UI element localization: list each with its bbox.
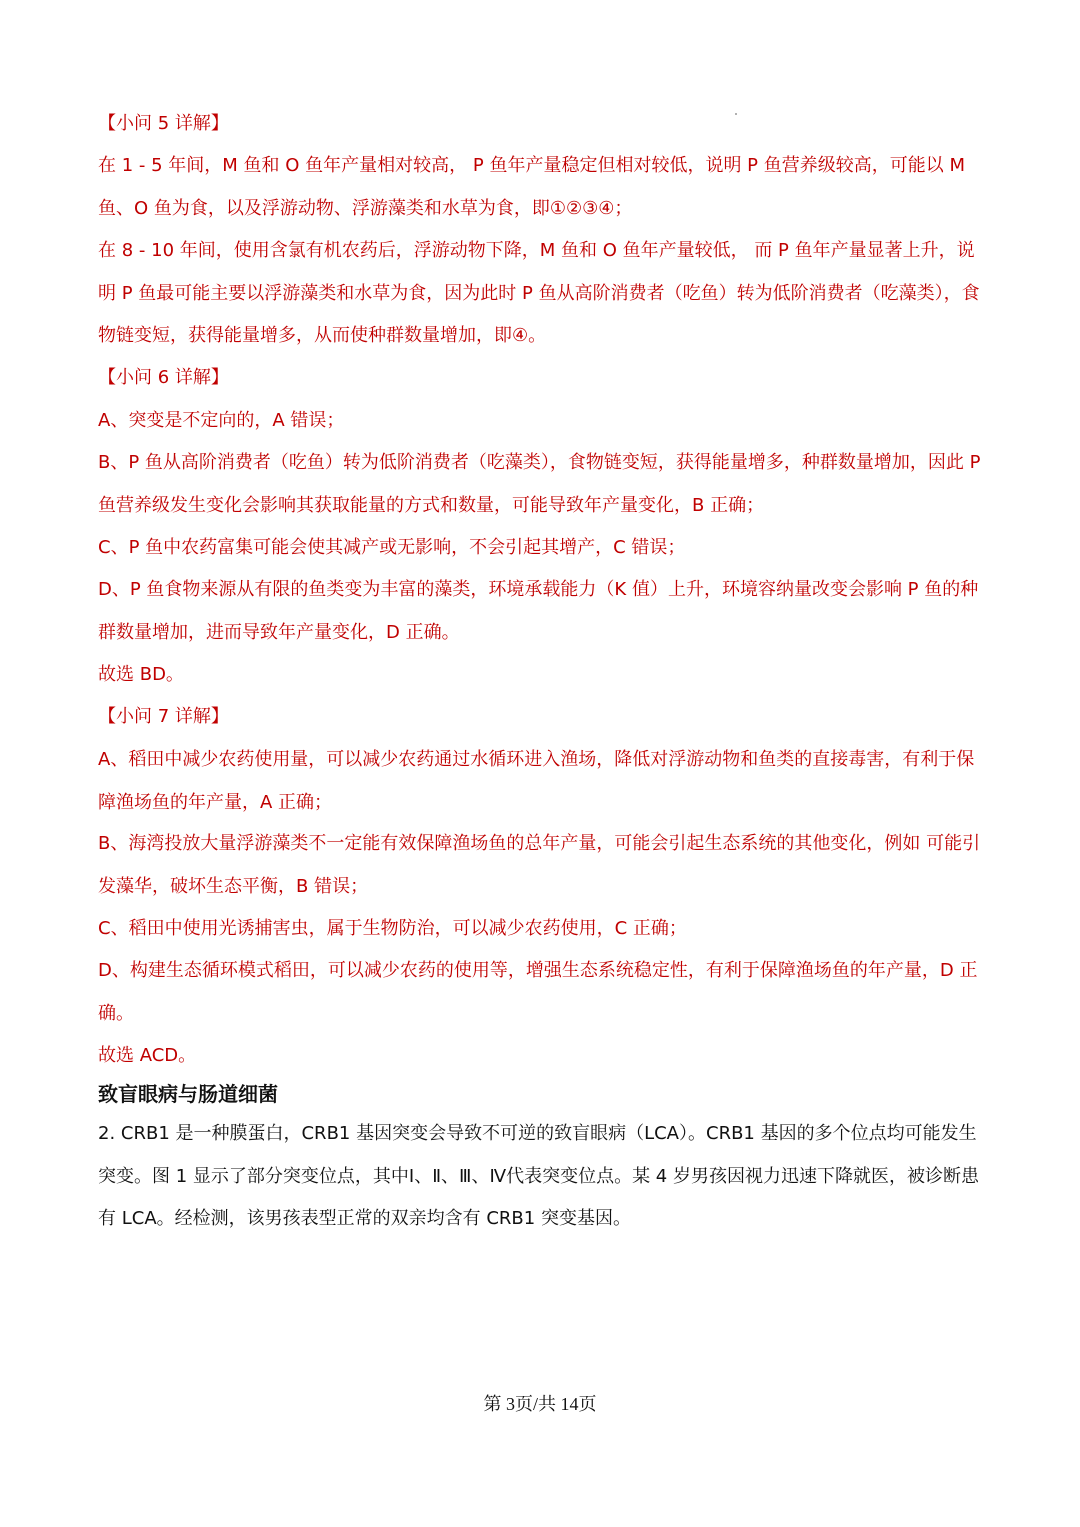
q7-option-d: D、构建生态循环模式稻田，可以减少农药的使用等，增强生态系统稳定性，有利于保障渔场鱼的年产量，D 正确。 xyxy=(98,960,978,1024)
q7-option-b: B、海湾投放大量浮游藻类不一定能有效保障渔场鱼的总年产量，可能会引起生态系统的其他变化，例如 可能引发藻华，破坏生态平衡，B 错误； xyxy=(98,833,981,897)
q5-paragraph-2: 在 8 - 10 年间，使用含氯有机农药后，浮游动物下降，M 鱼和 O 鱼年产量较低， 而 P 鱼年产量显著上升，说明 P 鱼最可能主要以浮游藻类和水草为食，因为此时 P 鱼从高阶消费者（吃鱼）转为低阶消费者（吃藻类），食物链变短，获得能量增多，从而使种群数量增加，即④。 xyxy=(98,240,980,346)
q6-option-a: A、突变是不定向的，A 错误； xyxy=(98,410,345,431)
q5-title: 【小问 5 详解】 xyxy=(98,113,229,134)
q6-option-d: D、P 鱼食物来源从有限的鱼类变为丰富的藻类，环境承载能力（K 值）上升，环境容纳量改变会影响 P 鱼的种群数量增加，进而导致年产量变化，D 正确。 xyxy=(98,579,979,643)
q7-option-a: A、稻田中减少农药使用量，可以减少农药通过水循环进入渔场，降低对浮游动物和鱼类的直接毒害，有利于保障渔场鱼的年产量，A 正确； xyxy=(98,749,975,813)
q7-answer: 故选 ACD。 xyxy=(98,1045,197,1066)
question-2-text: 2. CRB1 是一种膜蛋白，CRB1 基因突变会导致不可逆的致盲眼病（LCA）。CRB1 基因的多个位点均可能发生突变。图 1 显示了部分突变位点，其中Ⅰ、Ⅱ、Ⅲ、Ⅳ代表突变位点。某 4 岁男孩因视力迅速下降就医，被诊断患有 LCA。经检测，该男孩表型正常的双亲均含有 CRB1 突变基因。 xyxy=(98,1123,979,1229)
q6-answer: 故选 BD。 xyxy=(98,664,184,685)
q5-paragraph-1: 在 1 - 5 年间，M 鱼和 O 鱼年产量相对较高， P 鱼年产量稳定但相对较低，说明 P 鱼营养级较高，可能以 M 鱼、O 鱼为食，以及浮游动物、浮游藻类和水草为食，即①②③④； xyxy=(98,155,965,219)
q6-option-b: B、P 鱼从高阶消费者（吃鱼）转为低阶消费者（吃藻类），食物链变短，获得能量增多，种群数量增加，因此 P 鱼营养级发生变化会影响其获取能量的方式和数量，可能导致年产量变化，B 正确； xyxy=(98,452,981,516)
q6-option-c: C、P 鱼中农药富集可能会使其减产或无影响，不会引起其增产，C 错误； xyxy=(98,537,686,558)
page-number-footer: 第 3页/共 14页 xyxy=(483,1394,597,1414)
q6-title: 【小问 6 详解】 xyxy=(98,367,229,388)
topic-heading: 致盲眼病与肠道细菌 xyxy=(98,1082,278,1106)
q7-title: 【小问 7 详解】 xyxy=(98,706,229,727)
q7-option-c: C、稻田中使用光诱捕害虫，属于生物防治，可以减少农药使用，C 正确； xyxy=(98,918,687,939)
